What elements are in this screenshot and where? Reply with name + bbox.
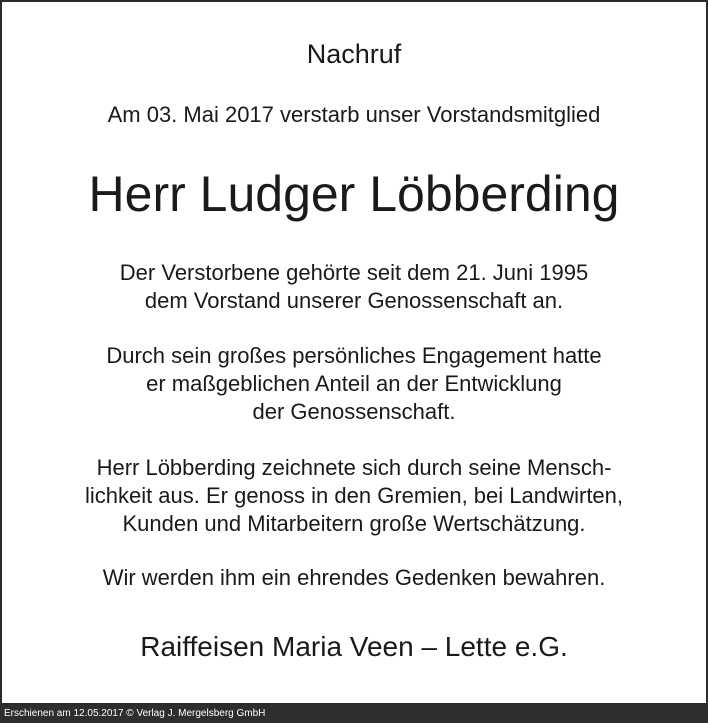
notice-intro: Am 03. Mai 2017 verstarb unser Vorstandsmitglied: [107, 102, 601, 127]
publication-footer: Erschienen am 12.05.2017 © Verlag J. Mergelsberg GmbH: [0, 705, 708, 723]
paragraph-remembrance: [2, 564, 706, 592]
text-line: der Genossenschaft.: [252, 399, 456, 424]
paragraph-engagement: [2, 342, 706, 426]
text-line: Der Verstorbene gehörte seit dem 21. Juni 1995: [119, 260, 589, 285]
text-line: er maßgeblichen Anteil an der Entwicklung: [146, 371, 562, 396]
text-line: Kunden und Mitarbeitern große Wertschätzung.: [122, 511, 586, 536]
paragraph-character: [2, 454, 706, 538]
text-line: Herr Löbberding zeichnete sich durch seine Mensch-: [96, 455, 612, 480]
text-line: dem Vorstand unserer Genossenschaft an.: [144, 288, 564, 313]
deceased-name: Herr Ludger Löbberding: [88, 166, 620, 222]
signature: Raiffeisen Maria Veen – Lette e.G.: [140, 631, 568, 662]
text-line: Durch sein großes persönliches Engagement hatte: [106, 343, 602, 368]
text-line: lichkeit aus. Er genoss in den Gremien, bei Landwirten,: [84, 483, 624, 508]
notice-heading: Nachruf: [306, 39, 402, 69]
paragraph-membership: [2, 259, 706, 315]
text-line: Wir werden ihm ein ehrendes Gedenken bewahren.: [102, 565, 606, 590]
